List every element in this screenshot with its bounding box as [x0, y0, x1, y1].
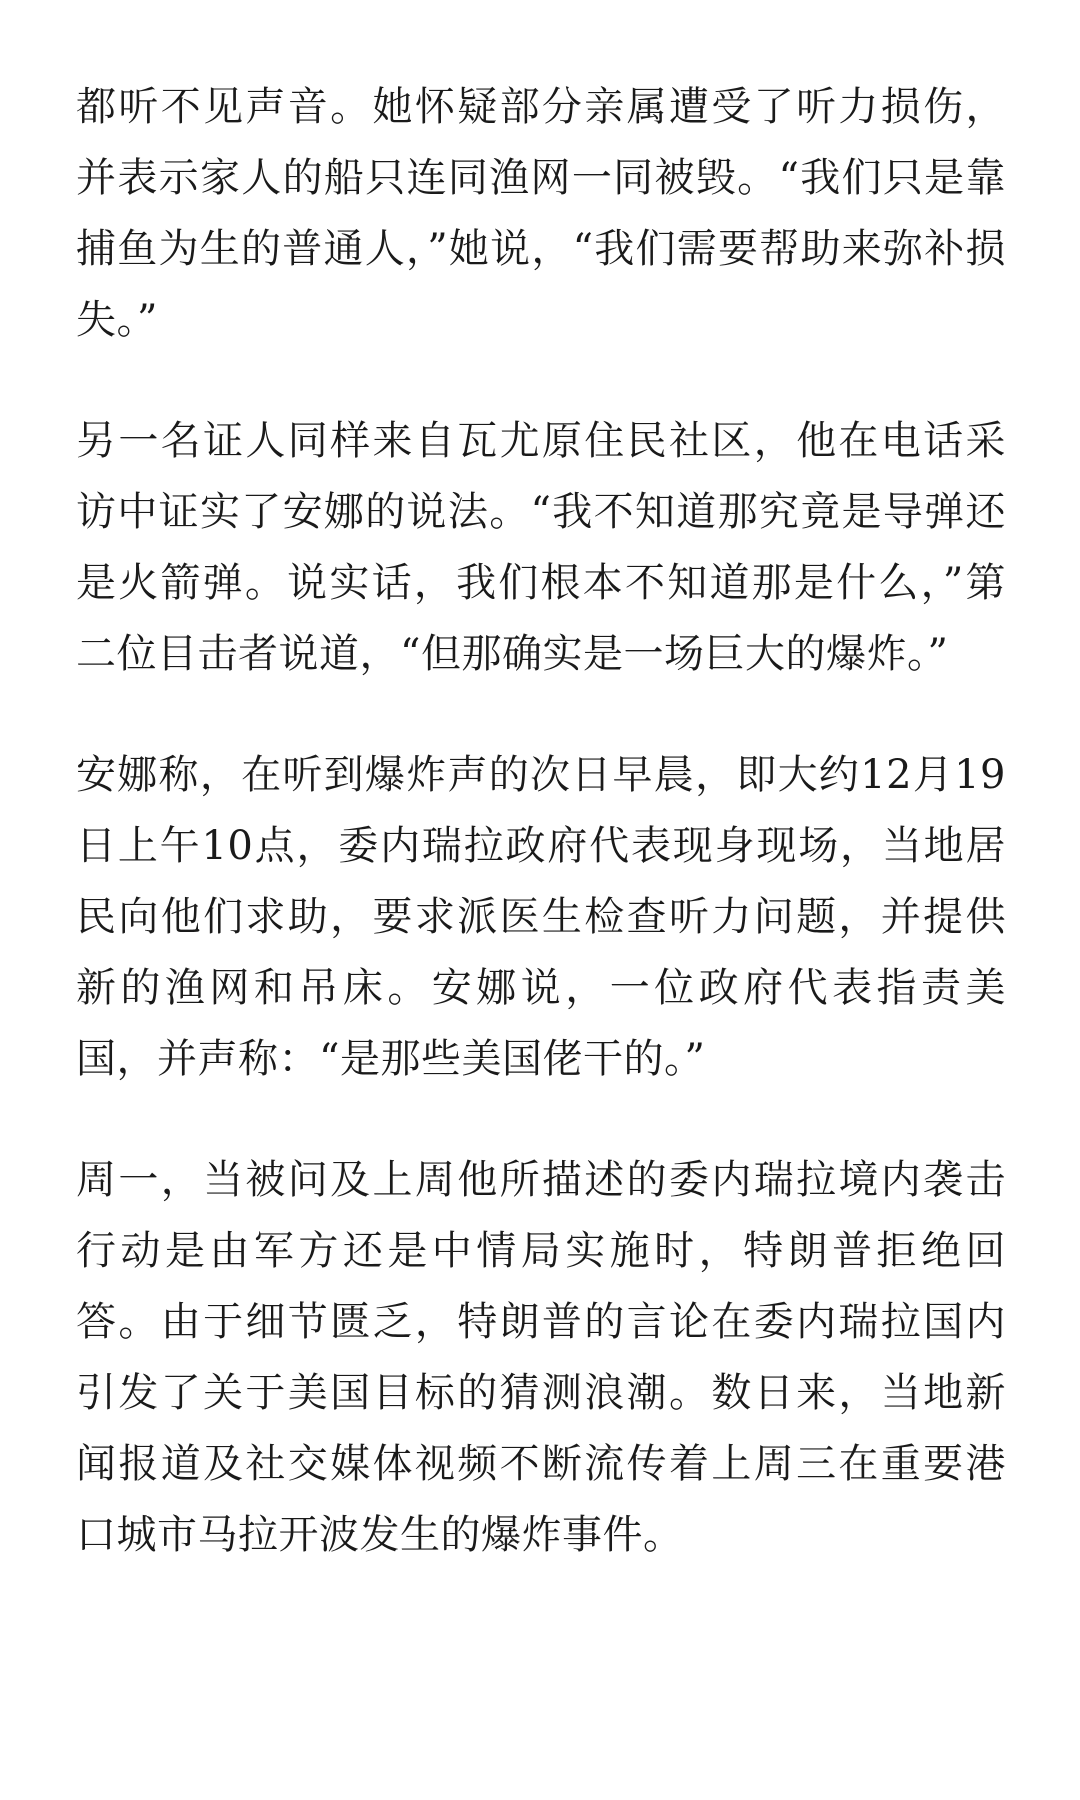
article-paragraph-2: 另一名证人同样来自瓦尤原住民社区，他在电话采访中证实了安娜的说法。“我不知道那究竟是导弹还是火箭弹。说实话，我们根本不知道那是什么，”第二位目击者说道，“但那确实是一场巨大的爆炸。”: [76, 418, 1006, 677]
article-paragraph-3: 安娜称，在听到爆炸声的次日早晨，即大约12月19日上午10点，委内瑞拉政府代表现身现场，当地居民向他们求助，要求派医生检查听力问题，并提供新的渔网和吊床。安娜说，一位政府代表指责美国，并声称：“是那些美国佬干的。”: [76, 752, 1006, 1082]
article-body: [76, 72, 1006, 1621]
article-paragraph-1: 都听不见声音。她怀疑部分亲属遭受了听力损伤，并表示家人的船只连同渔网一同被毁。“我们只是靠捕鱼为生的普通人，”她说，“我们需要帮助来弥补损失。”: [76, 84, 1006, 343]
article-paragraph-4: 周一，当被问及上周他所描述的委内瑞拉境内袭击行动是由军方还是中情局实施时，特朗普拒绝回答。由于细节匮乏，特朗普的言论在委内瑞拉国内引发了关于美国目标的猜测浪潮。数日来，当地新闻报道及社交媒体视频不断流传着上周三在重要港口城市马拉开波发生的爆炸事件。: [76, 1157, 1006, 1558]
